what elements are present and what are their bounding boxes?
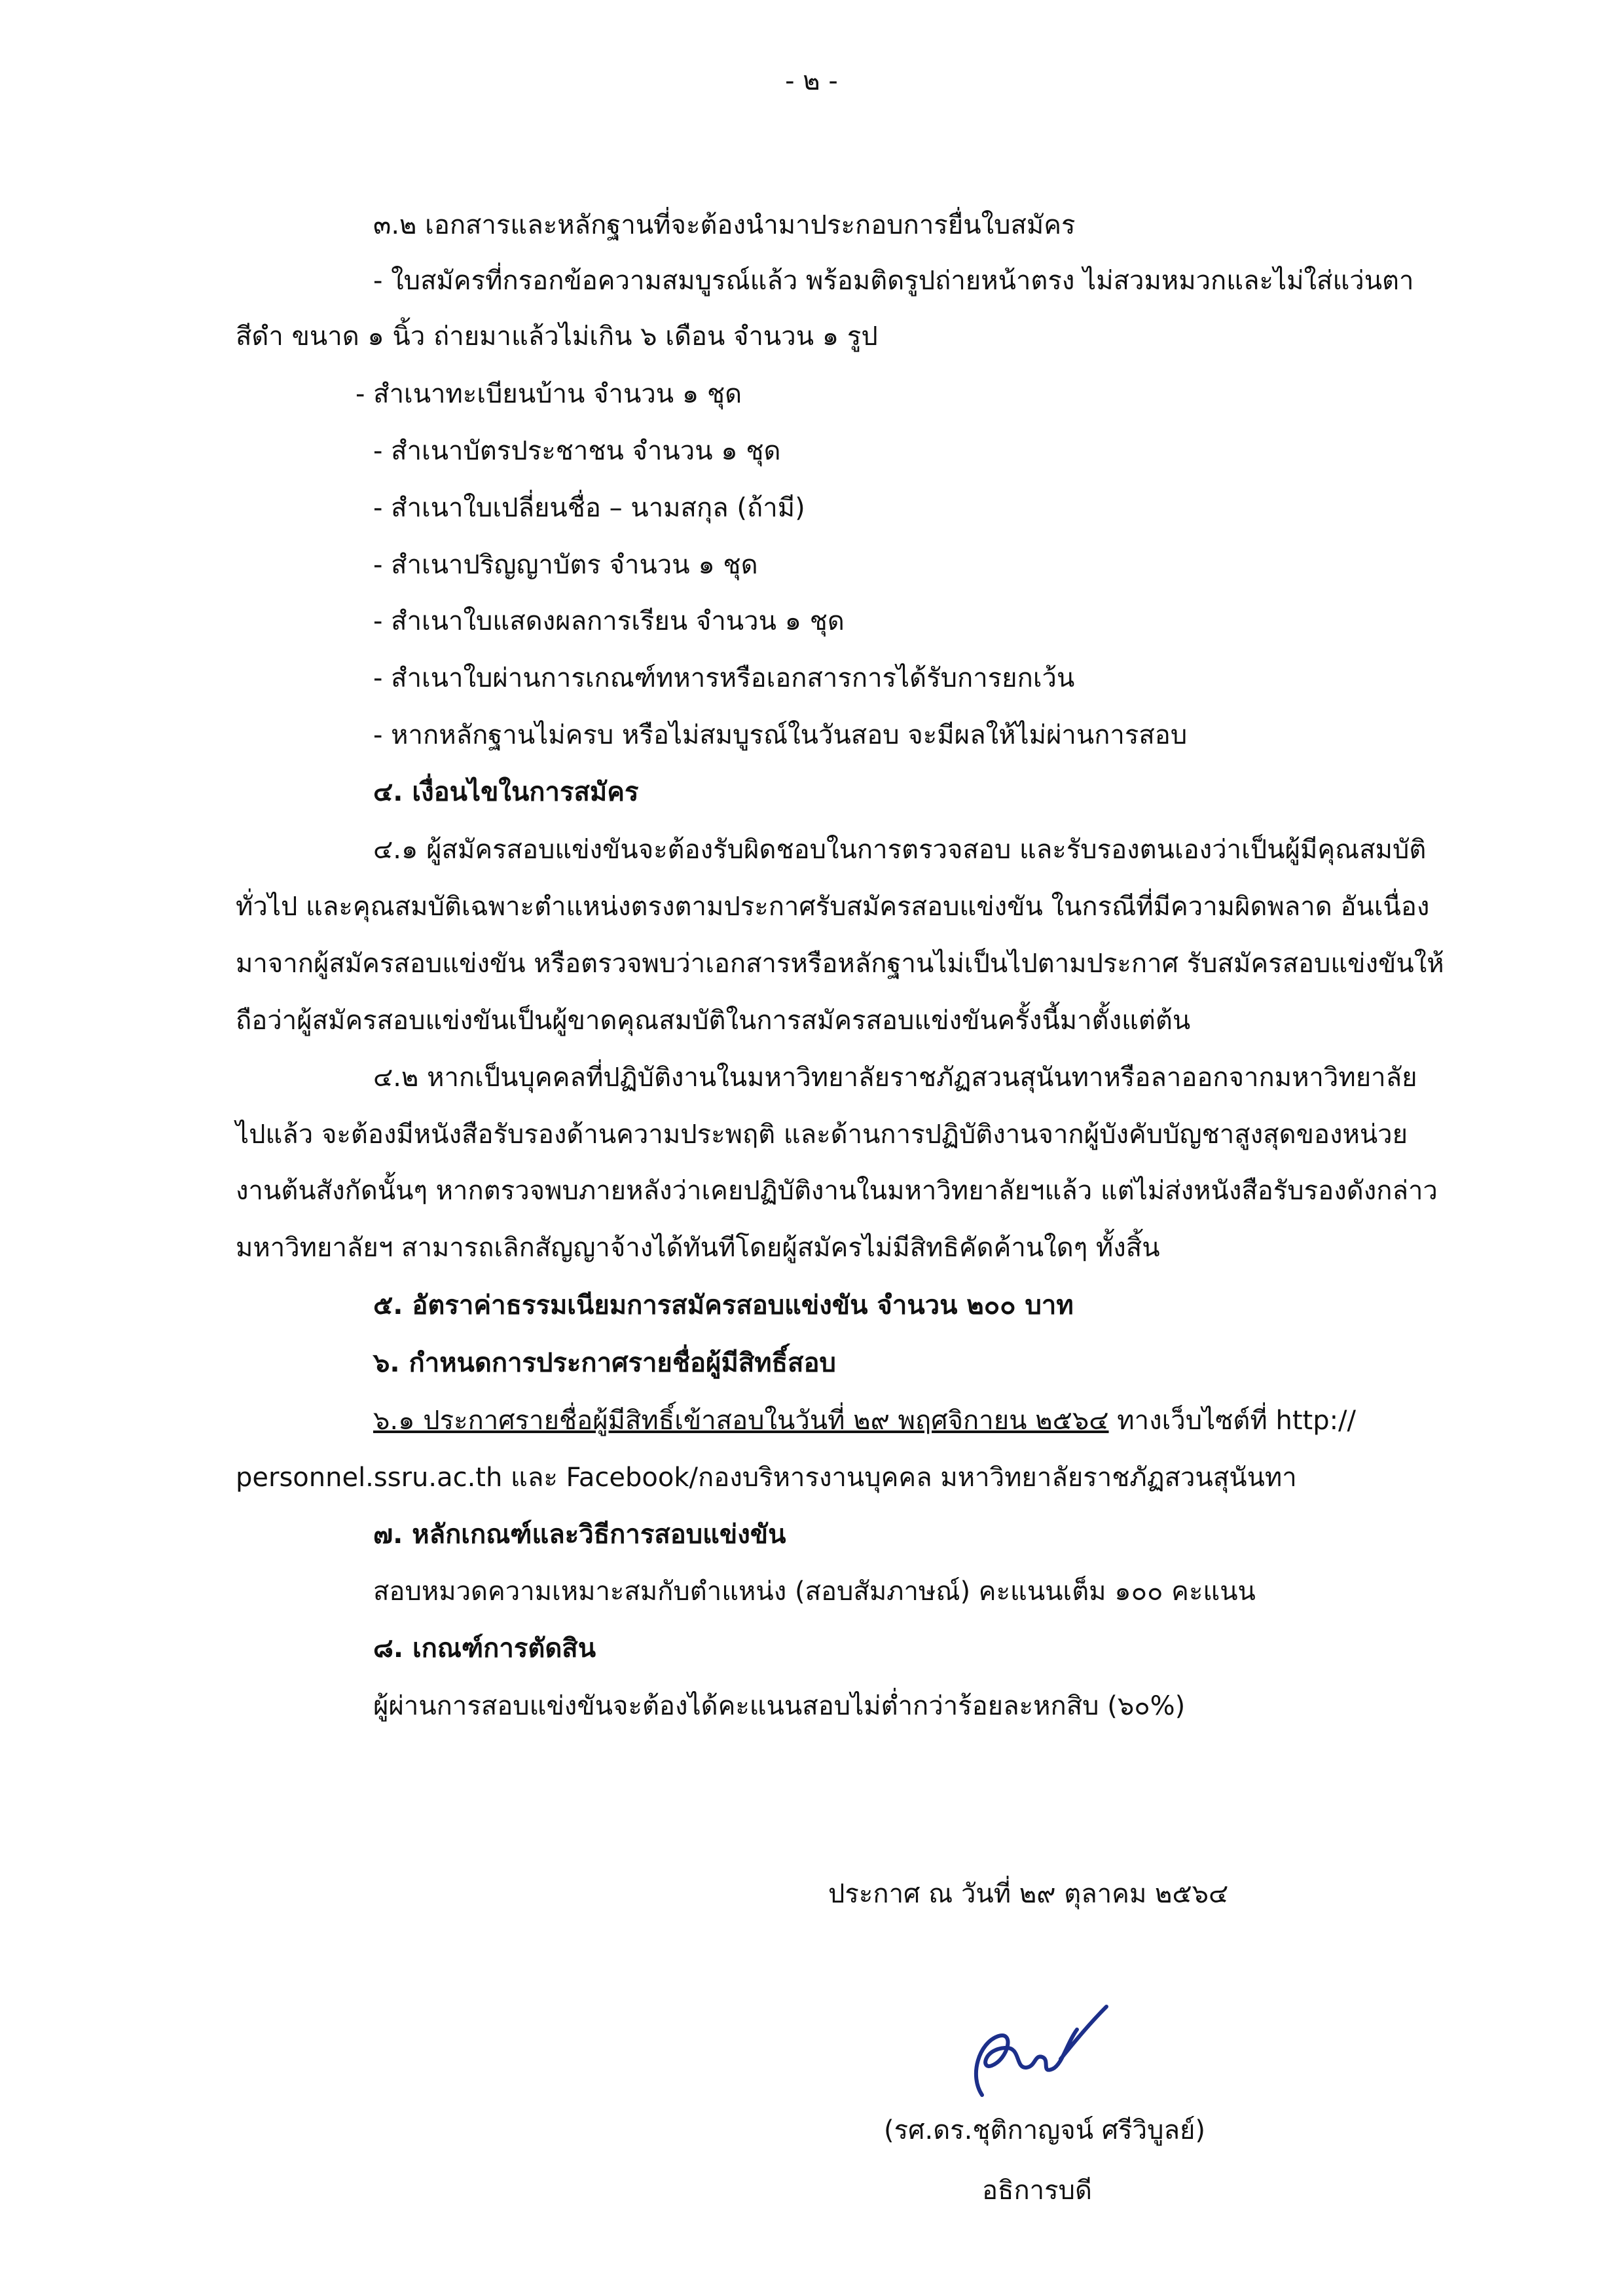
announcement-date: ประกาศ ณ วันที่ ๒๙ ตุลาคม ๒๕๖๔ — [828, 1879, 1229, 1909]
section-4-1-line-4: ถือว่าผู้สมัครสอบแข่งขันเป็นผู้ขาดคุณสมบัติในการสมัครสอบแข่งขันครั้งนี้มาตั้งแต่ต้น — [236, 1006, 1191, 1036]
page-number: - ๒ - — [785, 66, 838, 96]
section-8-heading: ๘. เกณฑ์การตัดสิน — [373, 1633, 596, 1664]
list-item-id-card: - สำเนาบัตรประชาชน จำนวน ๑ ชุด — [373, 436, 781, 466]
section-4-1-line-3: มาจากผู้สมัครสอบแข่งขัน หรือตรวจพบว่าเอกสารหรือหลักฐานไม่เป็นไปตามประกาศ รับสมัครสอบแข่งขันให้ — [236, 949, 1444, 979]
section-4-1-line-1: ๔.๑ ผู้สมัครสอบแข่งขันจะต้องรับผิดชอบในการตรวจสอบ และรับรองตนเองว่าเป็นผู้มีคุณสมบัติ — [373, 835, 1427, 865]
signature-image — [943, 1997, 1159, 2102]
list-item-application-form-cont: สีดำ ขนาด ๑ นิ้ว ถ่ายมาแล้วไม่เกิน ๖ เดือน จำนวน ๑ รูป — [236, 321, 878, 352]
list-item-degree: - สำเนาปริญญาบัตร จำนวน ๑ ชุด — [373, 550, 758, 580]
signer-title: อธิการบดี — [982, 2176, 1092, 2206]
section-7-heading: ๗. หลักเกณฑ์และวิธีการสอบแข่งขัน — [373, 1520, 786, 1550]
website-intro: ทางเว็บไซต์ที่ http:// — [1108, 1406, 1357, 1436]
list-item-transcript: - สำเนาใบแสดงผลการเรียน จำนวน ๑ ชุด — [373, 606, 845, 636]
section-4-2-line-1: ๔.๒ หากเป็นบุคคลที่ปฏิบัติงานในมหาวิทยาลัยราชภัฏสวนสุนันทาหรือลาออกจากมหาวิทยาลัย — [373, 1063, 1417, 1093]
section-7-text: สอบหมวดความเหมาะสมกับตำแหน่ง (สอบสัมภาษณ์) คะแนนเต็ม ๑๐๐ คะแนน — [373, 1576, 1256, 1607]
section-6-heading: ๖. กำหนดการประกาศรายชื่อผู้มีสิทธิ์สอบ — [373, 1348, 836, 1378]
section-6-1-line-2: personnel.ssru.ac.th และ Facebook/กองบริหารงานบุคคล มหาวิทยาลัยราชภัฏสวนสุนันทา — [236, 1463, 1297, 1493]
section-4-2-line-2: ไปแล้ว จะต้องมีหนังสือรับรองด้านความประพฤติ และด้านการปฏิบัติงานจากผู้บังคับบัญชาสูงสุดของหน่วย — [236, 1120, 1408, 1150]
section-6-1-line-1 — [373, 1404, 1356, 1438]
list-item-military: - สำเนาใบผ่านการเกณฑ์ทหารหรือเอกสารการได้รับการยกเว้น — [373, 663, 1075, 693]
list-item-application-form: - ใบสมัครที่กรอกข้อความสมบูรณ์แล้ว พร้อมติดรูปถ่ายหน้าตรง ไม่สวมหมวกและไม่ใส่แว่นตา — [373, 266, 1414, 296]
list-item-house-registration: - สำเนาทะเบียนบ้าน จำนวน ๑ ชุด — [356, 379, 742, 409]
signer-name: (รศ.ดร.ชุติกาญจน์ ศรีวิบูลย์) — [884, 2115, 1206, 2145]
section-8-text: ผู้ผ่านการสอบแข่งขันจะต้องได้คะแนนสอบไม่ต่ำกว่าร้อยละหกสิบ (๖๐%) — [373, 1691, 1186, 1721]
section-4-2-line-4: มหาวิทยาลัยฯ สามารถเลิกสัญญาจ้างได้ทันทีโดยผู้สมัครไม่มีสิทธิคัดค้านใดๆ ทั้งสิ้น — [236, 1233, 1160, 1263]
section-5-heading: ๕. อัตราค่าธรรมเนียมการสมัครสอบแข่งขัน จำนวน ๒๐๐ บาท — [373, 1290, 1074, 1321]
section-4-2-line-3: งานต้นสังกัดนั้นๆ หากตรวจพบภายหลังว่าเคยปฏิบัติงานในมหาวิทยาลัยฯแล้ว แต่ไม่ส่งหนังสือรับรองดังกล่าว — [236, 1176, 1438, 1206]
list-item-incomplete-note: - หากหลักฐานไม่ครบ หรือไม่สมบูรณ์ในวันสอบ จะมีผลให้ไม่ผ่านการสอบ — [373, 720, 1188, 750]
section-4-heading: ๔. เงื่อนไขในการสมัคร — [373, 777, 639, 807]
announcement-date-underlined: ๖.๑ ประกาศรายชื่อผู้มีสิทธิ์เข้าสอบในวันที่ ๒๙ พฤศจิกายน ๒๕๖๔ — [373, 1406, 1109, 1436]
list-item-name-change: - สำเนาใบเปลี่ยนชื่อ – นามสกุล (ถ้ามี) — [373, 493, 805, 523]
section-3-2-heading: ๓.๒ เอกสารและหลักฐานที่จะต้องนำมาประกอบการยื่นใบสมัคร — [373, 210, 1076, 240]
section-4-1-line-2: ทั่วไป และคุณสมบัติเฉพาะตำแหน่งตรงตามประกาศรับสมัครสอบแข่งขัน ในกรณีที่มีความผิดพลาด อันเนื่อง — [236, 892, 1430, 922]
